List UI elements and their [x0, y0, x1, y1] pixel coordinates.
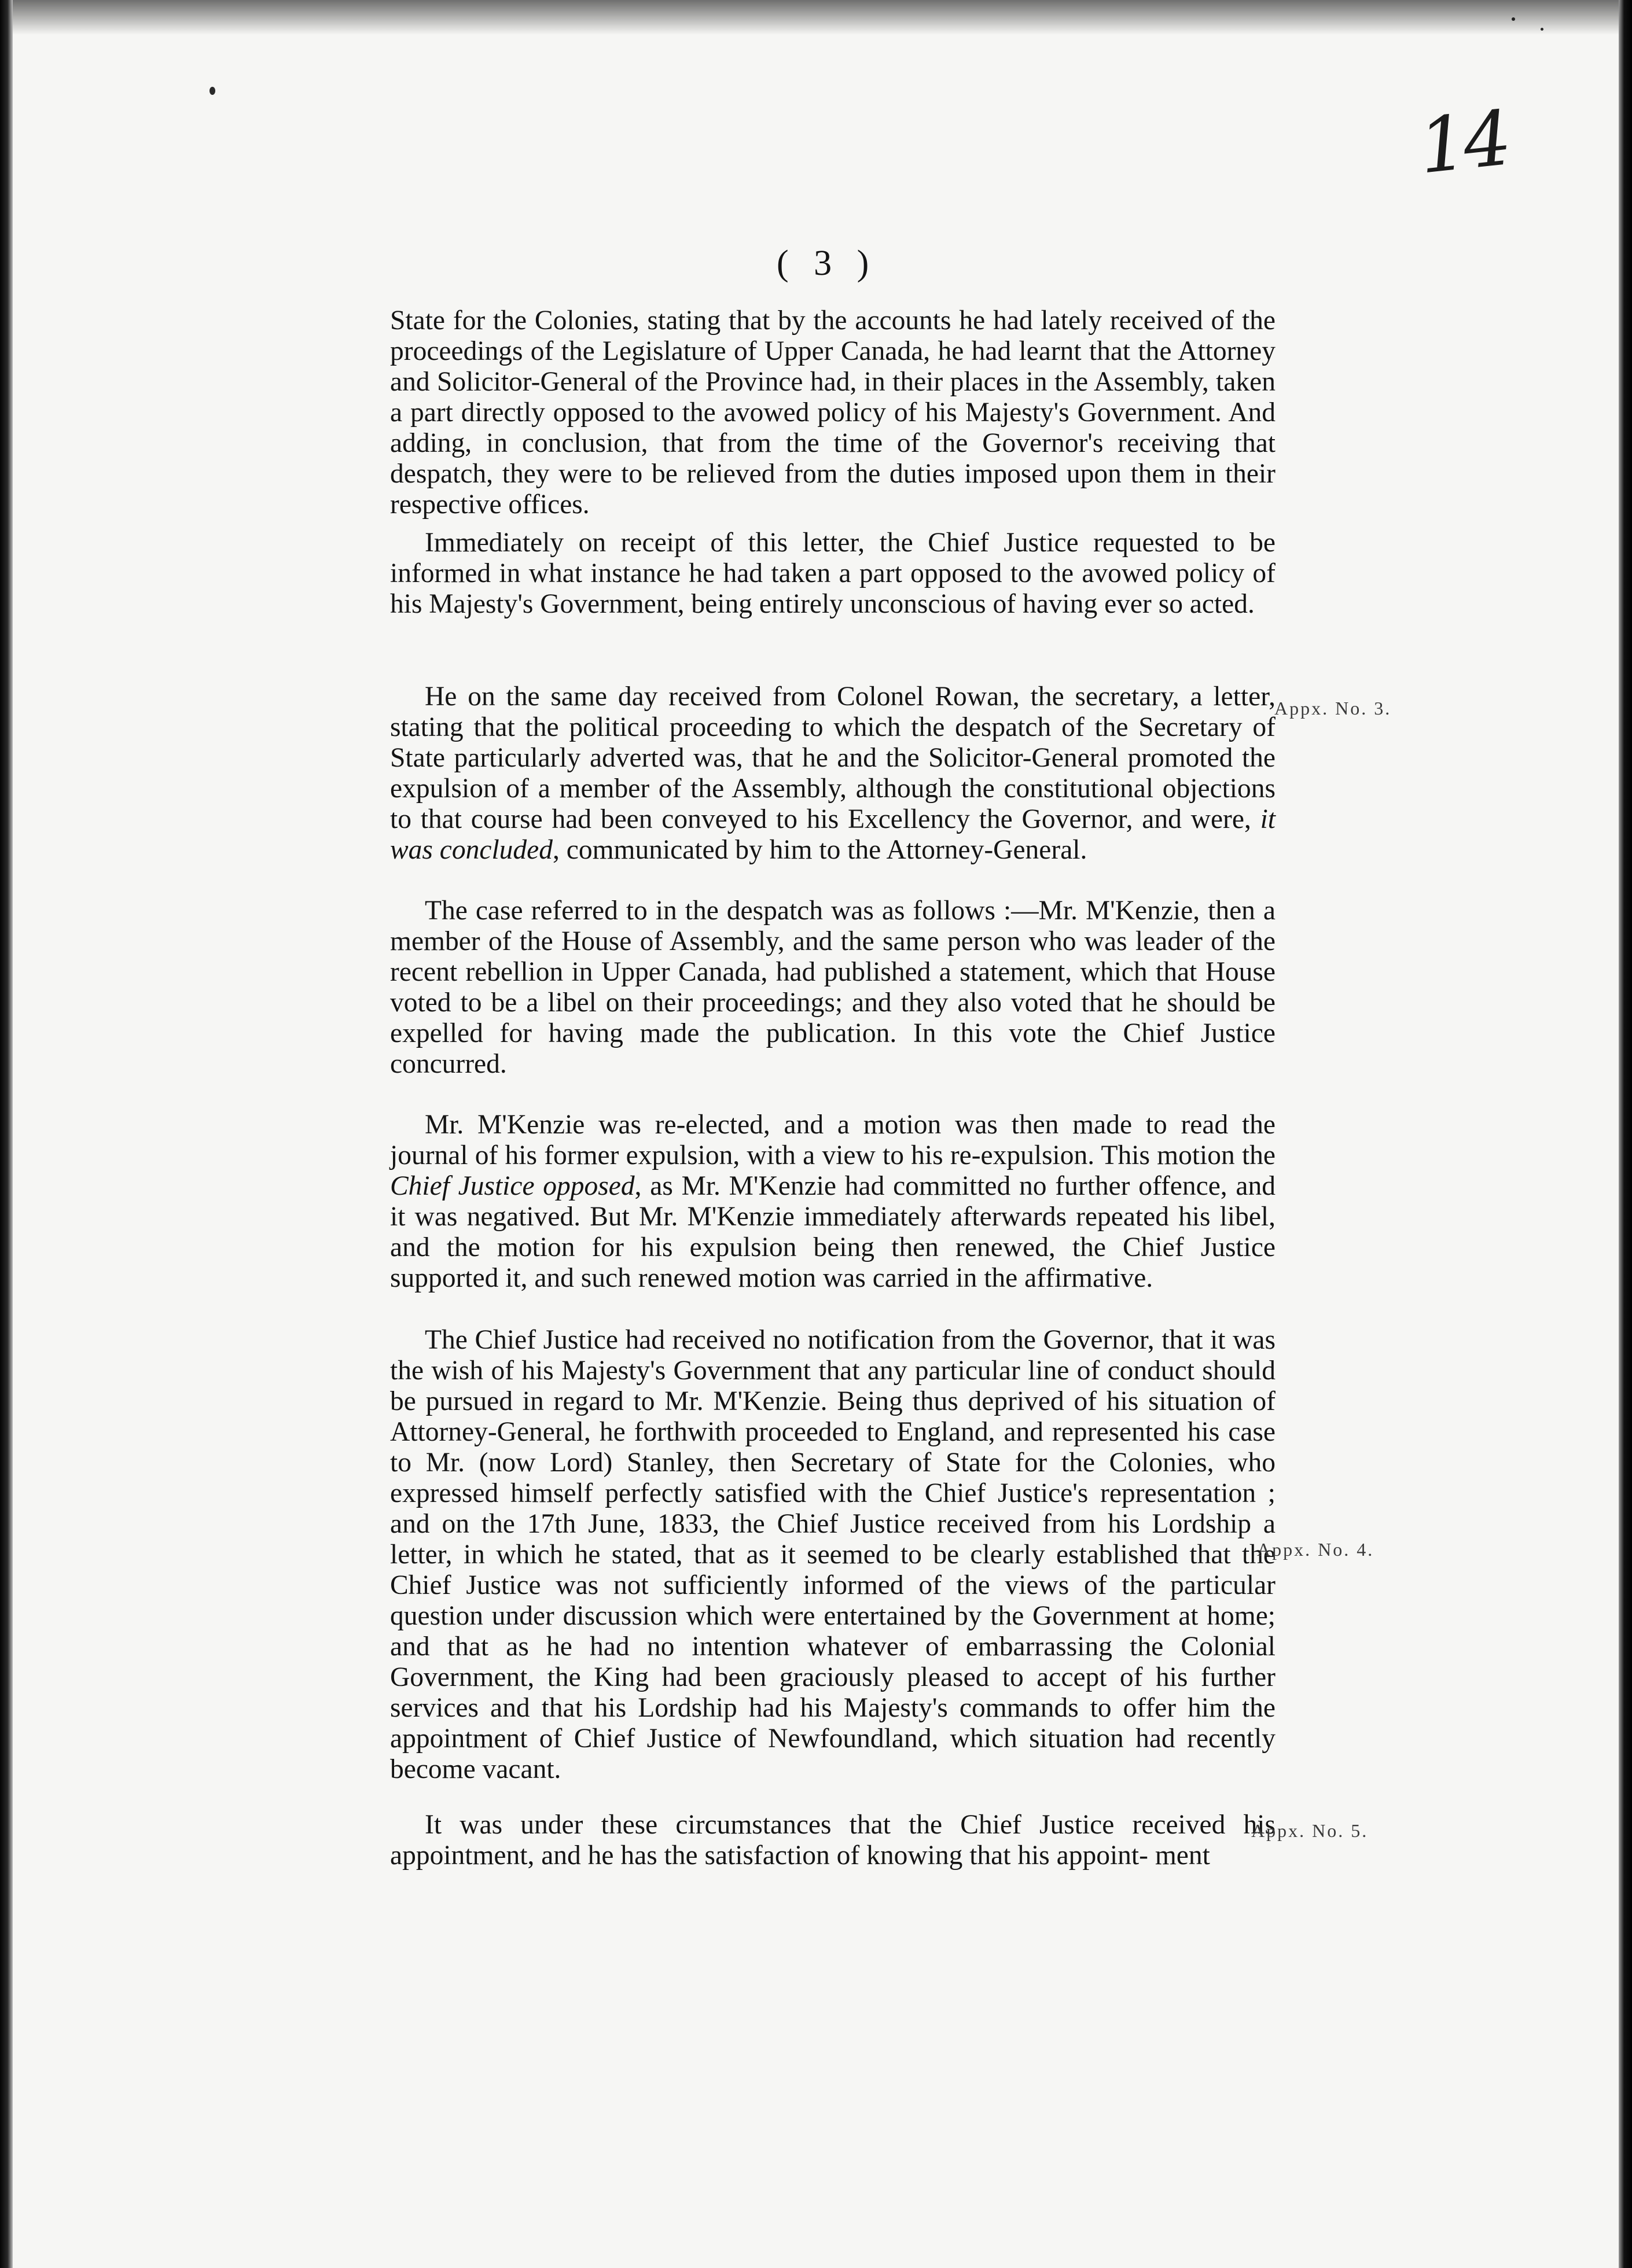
paragraph-3	[390, 682, 1276, 866]
handwritten-folio-number: 14	[1414, 94, 1512, 191]
margin-note-appx-4: Appx. No. 4.	[1257, 1539, 1374, 1560]
margin-note-appx-3: Appx. No. 3.	[1274, 698, 1392, 719]
scan-left-border	[0, 0, 13, 2268]
paragraph-3-text-b: , communicated by him to the Attorney-General.	[553, 835, 1087, 865]
paragraph-4: The case referred to in the despatch was as follows :—Mr. M'Kenzie, then a member of the House of Assembly, and the same person who was leader of the recent rebellion in Upper Canada, had published a statement, which that House voted to be a libel on their proceedings; and they also voted that he should be expelled for having made the publication. In this vote the Chief Justice concurred.	[390, 896, 1276, 1079]
paragraph-5	[390, 1110, 1276, 1294]
paragraph-3-text-a: He on the same day received from Colonel Rowan, the secretary, a letter, stating that the political proceeding to which the despatch of the Secretary of State particularly adverted was, that he and the Solicitor-General promoted the expulsion of a member of the Assembly, although the constitutional objections to that course had been conveyed to his Excellency the Governor, and were,	[390, 682, 1276, 834]
paragraph-5-text-b: , as Mr. M'Kenzie had committed no further offence, and it was negatived. But Mr. M'Kenzie immediately afterwards repeated his libel, and the motion for his expulsion being then renewed, the Chief Justice supported it, and such renewed motion was carried in the affirmative.	[390, 1171, 1276, 1293]
paragraph-2: Immediately on receipt of this letter, the Chief Justice requested to be informed in what instance he had taken a part opposed to the avowed policy of his Majesty's Government, being entirely unconscious of having ever so acted.	[390, 528, 1276, 619]
paragraph-7: It was under these circumstances that the Chief Justice received his appointment, and he has the satisfaction of knowing that his appoint- ment	[390, 1810, 1276, 1871]
paragraph-6: The Chief Justice had received no notification from the Governor, that it was the wish of his Majesty's Government that any particular line of conduct should be pursued in regard to Mr. M'Kenzie. Being thus deprived of his situation of Attorney-General, he forthwith proceeded to England, and represented his case to Mr. (now Lord) Stanley, then Secretary of State for the Colonies, who expressed himself perfectly satisfied with the Chief Justice's representation ; and on the 17th June, 1833, the Chief Justice received from his Lordship a letter, in which he stated, that as it seemed to be clearly established that the Chief Justice was not sufficiently informed of the views of the particular question under discussion which were entertained by the Government at home; and that as he had no intention whatever of embarrassing the Colonial Government, the King had been graciously pleased to accept of his further services and that his Lordship had his Majesty's commands to offer him the appointment of Chief Justice of Newfoundland, which situation had recently become vacant.	[390, 1325, 1276, 1784]
paragraph-1: State for the Colonies, stating that by the accounts he had lately received of the proceedings of the Legislature of Upper Canada, he had learnt that the Attorney and Solicitor-General of the Province had, in their places in the Assembly, taken a part directly opposed to the avowed policy of his Majesty's Government. And adding, in conclusion, that from the time of the Governor's receiving that despatch, they were to be relieved from the duties imposed upon them in their respective offices.	[390, 305, 1276, 520]
paragraph-5-italic: Chief Justice opposed	[390, 1171, 635, 1201]
paragraph-3-italic: it was concluded	[390, 804, 1276, 865]
scan-speck	[209, 87, 215, 95]
paragraph-5-text-a: Mr. M'Kenzie was re-elected, and a motion was then made to read the journal of his former expulsion, with a view to his re-expulsion. This motion the	[390, 1110, 1276, 1170]
scan-right-border	[1619, 0, 1632, 2268]
scan-top-shadow	[13, 0, 1619, 35]
document-page	[13, 0, 1619, 2268]
page-number: ( 3 )	[777, 244, 877, 283]
margin-note-appx-5: Appx. No. 5.	[1251, 1820, 1369, 1841]
